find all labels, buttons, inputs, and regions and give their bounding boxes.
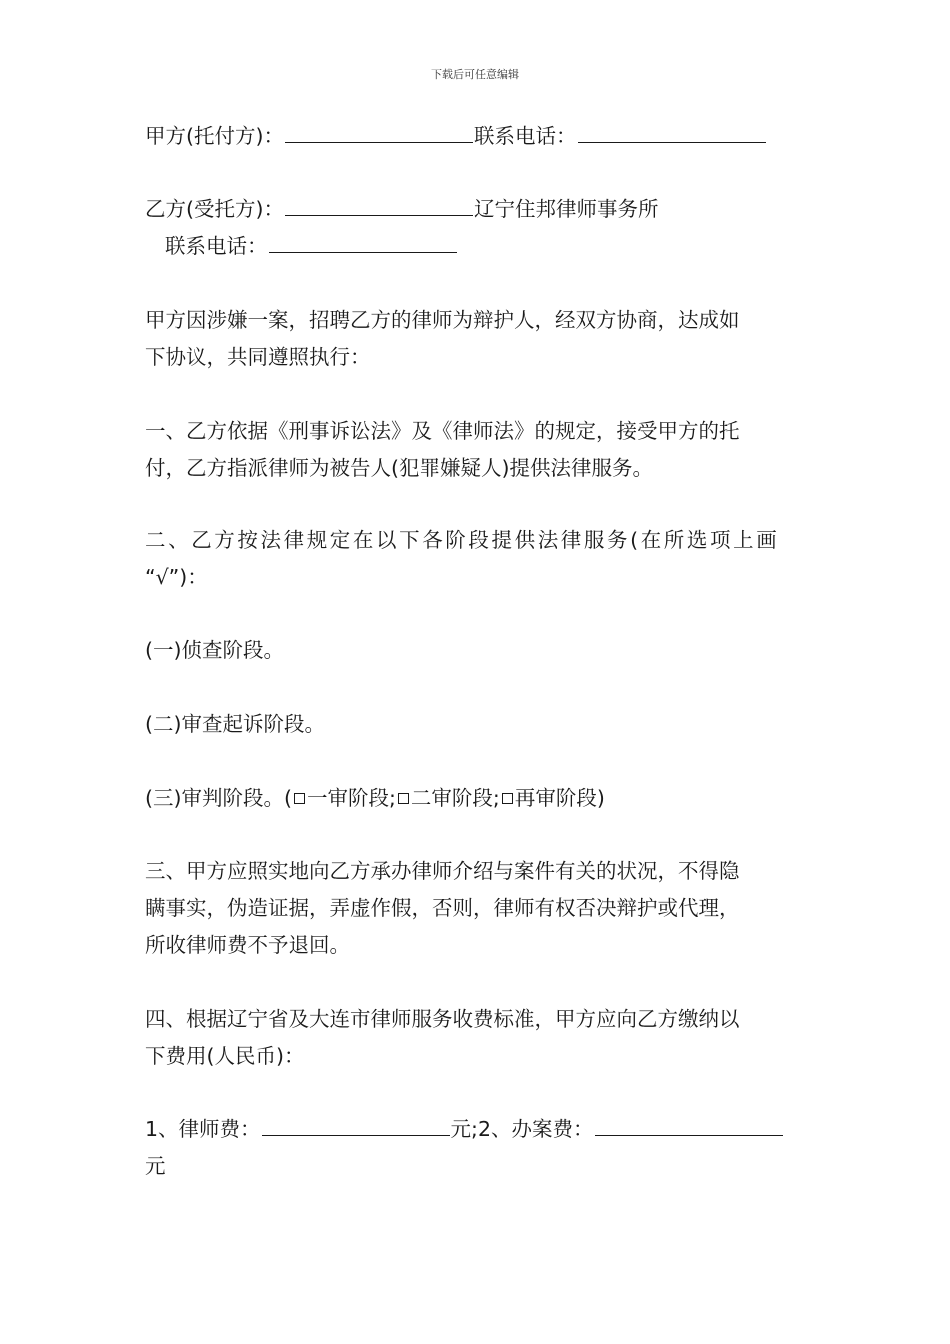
fees-line-1: [145, 1111, 810, 1148]
clause-1-line-2: 付，乙方指派律师为被告人(犯罪嫌疑人)提供法律服务。: [145, 456, 653, 480]
party-b-line: [145, 191, 810, 228]
second-instance-checkbox[interactable]: [398, 793, 409, 804]
stage-2: (二)审查起诉阶段。: [145, 712, 325, 736]
clause-2-line-1: 二、乙方按法律规定在以下各阶段提供法律服务(在所选项上画: [145, 528, 780, 552]
fee-1-label: 1、律师费：: [145, 1117, 261, 1141]
clause-3-line-2: 瞒事实，伪造证据，弄虚作假，否则，律师有权否决辩护或代理，: [145, 896, 740, 920]
stage-3-prefix: (三)审判阶段。(: [145, 786, 292, 810]
retrial-checkbox[interactable]: [502, 793, 513, 804]
party-b-phone-line: [145, 228, 810, 265]
intro-line-1-text: 甲方因涉嫌一案，招聘乙方的律师为辩护人，经双方协商，达成如: [145, 308, 740, 332]
stage-3-option-1: 一审阶段;: [307, 786, 396, 810]
party-a-phone-blank[interactable]: [578, 118, 766, 143]
intro-line-1: [145, 302, 805, 339]
lawyer-fee-blank[interactable]: [262, 1111, 450, 1136]
clause-3-line-1: 三、甲方应照实地向乙方承办律师介绍与案件有关的状况，不得隐: [145, 859, 740, 883]
intro-paragraph: [145, 302, 810, 376]
party-b-phone-blank[interactable]: [269, 228, 457, 253]
party-a-name-blank[interactable]: [285, 118, 473, 143]
stage-3-option-2: 二审阶段;: [410, 786, 500, 810]
party-b-name-blank[interactable]: [285, 191, 473, 216]
party-b-block: [145, 191, 810, 265]
fee-2-unit: 元: [145, 1154, 166, 1178]
party-a-line: [145, 118, 810, 155]
clause-4-line-2: 下费用(人民币)：: [145, 1044, 305, 1068]
intro-line-2: 下协议，共同遵照执行：: [145, 345, 371, 369]
party-b-phone-label: 联系电话：: [165, 234, 268, 258]
stage-3-option-3: 再审阶段): [514, 786, 605, 810]
clause-3-paragraph: [145, 853, 810, 964]
stage-3: [145, 780, 810, 817]
party-b-label: 乙方(受托方)：: [145, 197, 284, 221]
case-fee-blank[interactable]: [595, 1111, 783, 1136]
party-a-phone-label: 联系电话：: [474, 124, 577, 148]
party-a-label: 甲方(托付方)：: [145, 124, 284, 148]
clause-2-paragraph: [145, 522, 810, 596]
clause-4-line-1: 四、根据辽宁省及大连市律师服务收费标准，甲方应向乙方缴纳以: [145, 1007, 740, 1031]
clause-2-line-2: “√”)：: [145, 565, 208, 589]
stage-1: (一)侦查阶段。: [145, 638, 284, 662]
clause-1-line-1: 一、乙方依据《刑事诉讼法》及《律师法》的规定，接受甲方的托: [145, 419, 740, 443]
clause-1-paragraph: [145, 413, 810, 487]
clause-4-paragraph: [145, 1001, 810, 1075]
header-note: 下载后可任意编辑: [431, 68, 519, 81]
party-b-firm: 辽宁住邦律师事务所: [474, 197, 659, 221]
fee-1-unit: 元;2、办案费：: [450, 1117, 594, 1141]
first-instance-checkbox[interactable]: [294, 793, 305, 804]
clause-3-line-3: 所收律师费不予退回。: [145, 933, 350, 957]
fees-paragraph: [145, 1111, 810, 1185]
